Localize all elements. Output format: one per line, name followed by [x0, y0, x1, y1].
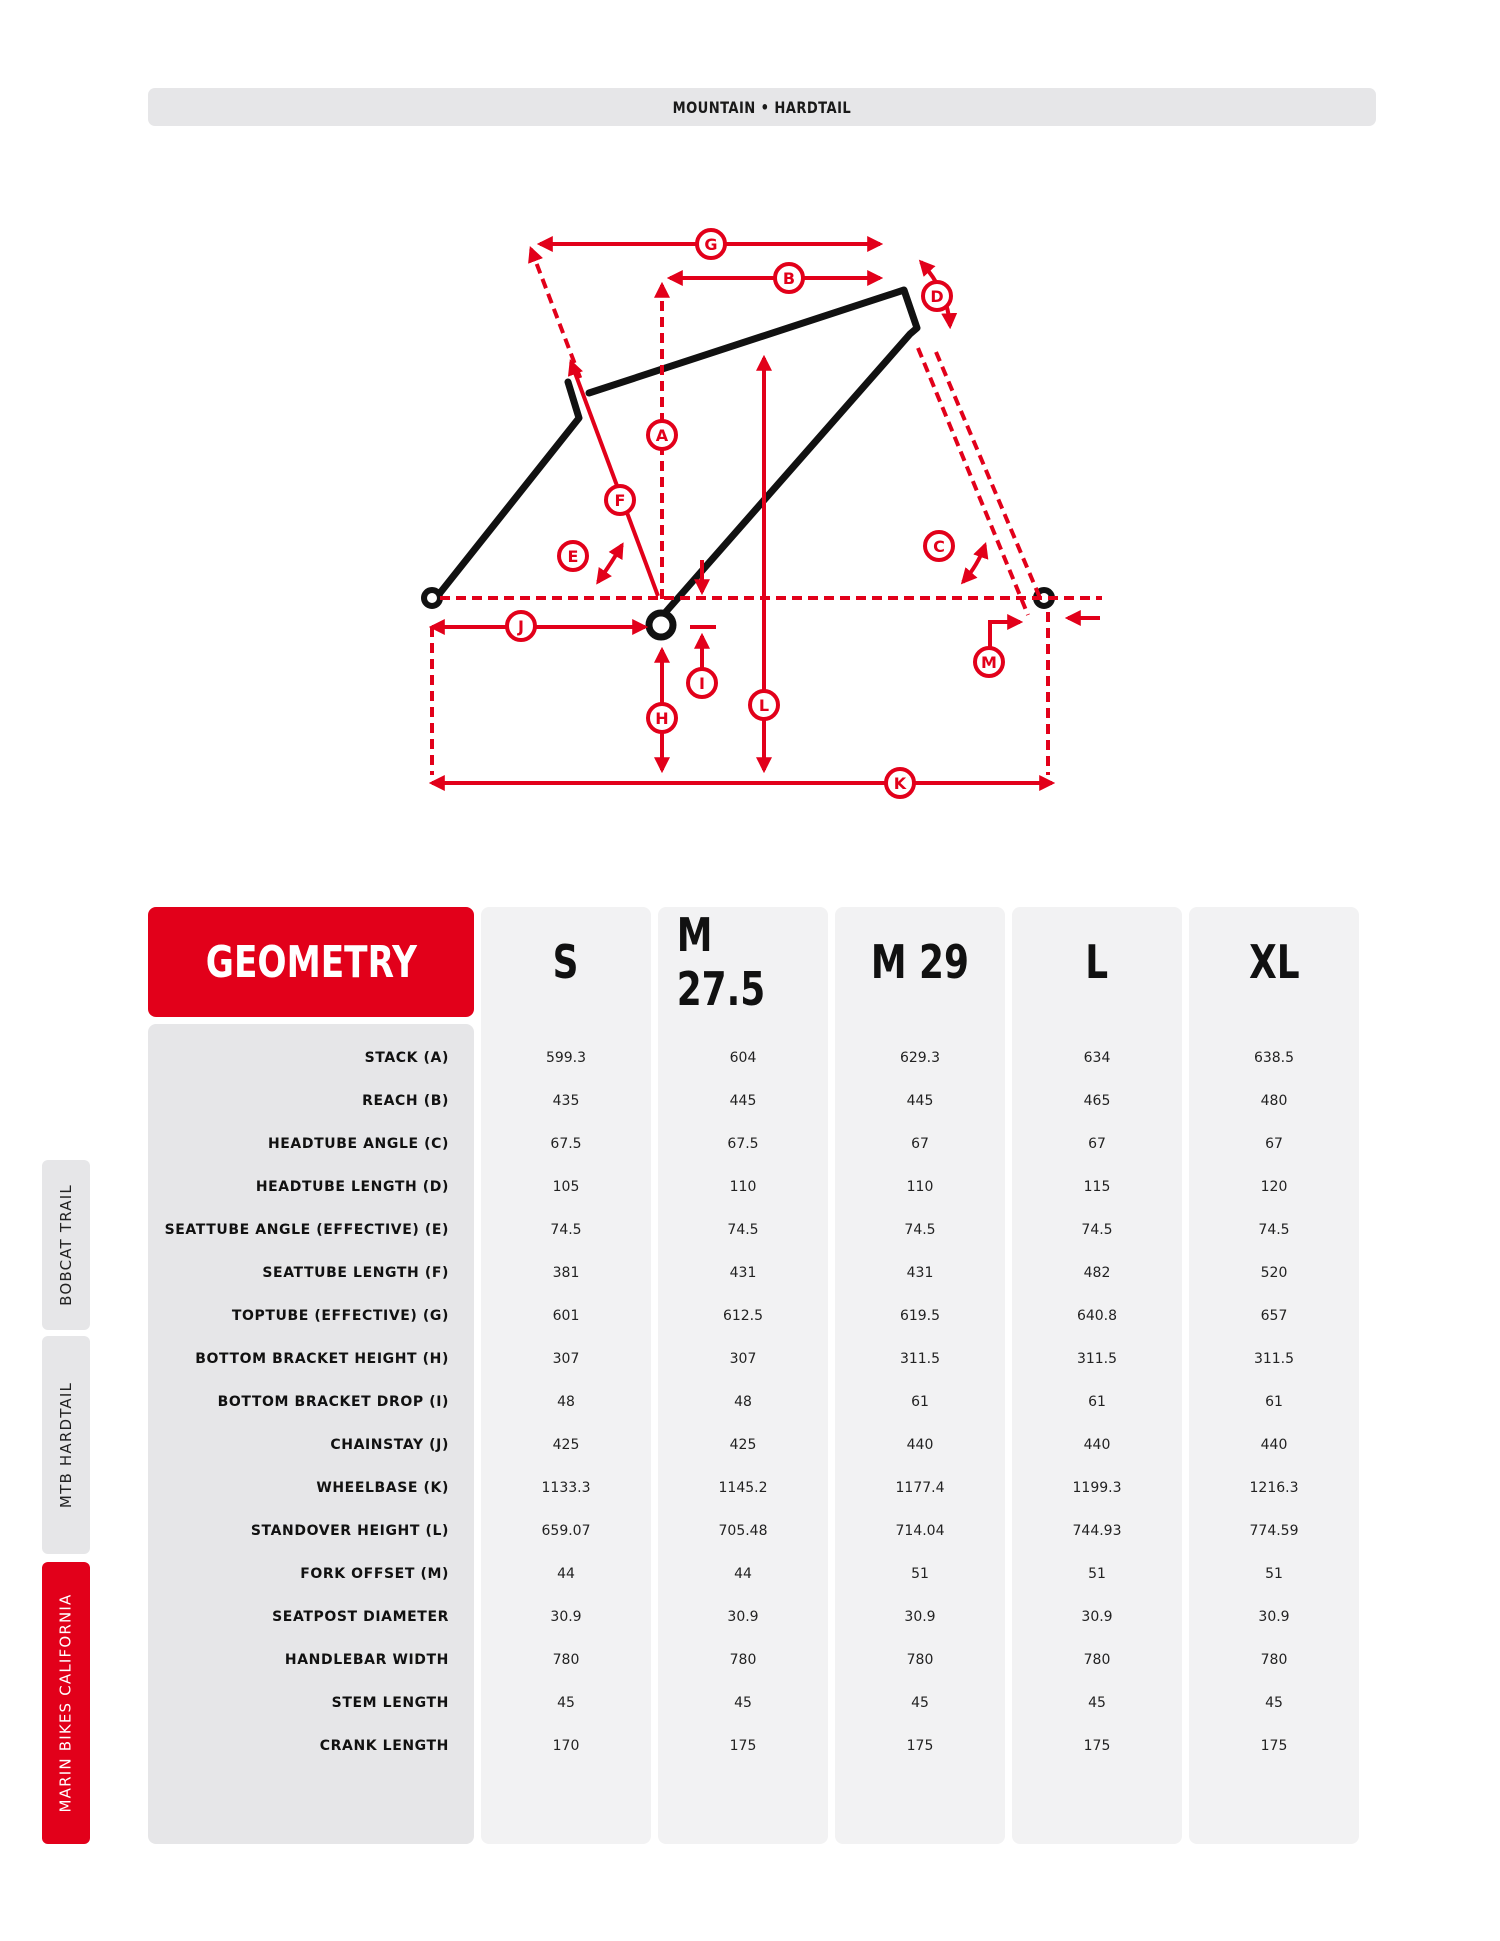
table-cell: 51	[1265, 1566, 1283, 1582]
table-cell: 780	[906, 1652, 934, 1668]
row-label: HEADTUBE LENGTH (D)	[255, 1179, 449, 1195]
bike-frame	[436, 290, 917, 614]
table-cell: 601	[552, 1308, 580, 1324]
tab-label: MARIN BIKES CALIFORNIA	[57, 1593, 76, 1813]
table-cell: 780	[1083, 1652, 1111, 1668]
dim-line-g-guide	[531, 249, 581, 380]
dim-badge-g	[697, 230, 725, 258]
dim-badge-c	[925, 532, 953, 560]
bottom-bracket-icon	[649, 613, 673, 637]
table-cell: 67.5	[550, 1136, 582, 1152]
dim-badge-b	[775, 264, 803, 292]
row-label: FORK OFFSET (M)	[300, 1566, 449, 1582]
size-header: L	[1085, 935, 1109, 989]
table-cell: 30.9	[727, 1609, 759, 1625]
tab-bobcat-trail[interactable]	[42, 1160, 90, 1330]
dim-badge-label: K	[893, 774, 907, 793]
row-label: HANDLEBAR WIDTH	[284, 1652, 449, 1668]
row-label: BOTTOM BRACKET DROP (I)	[217, 1394, 449, 1410]
table-cell: 30.9	[1258, 1609, 1290, 1625]
dim-badge-label: C	[933, 537, 945, 556]
table-cell: 714.04	[895, 1523, 945, 1539]
table-cell: 45	[557, 1695, 575, 1711]
table-cell: 51	[911, 1566, 929, 1582]
table-cell: 465	[1083, 1093, 1111, 1109]
table-cell: 780	[729, 1652, 757, 1668]
table-cell: 48	[734, 1394, 752, 1410]
table-cell: 30.9	[1081, 1609, 1113, 1625]
table-cell: 74.5	[550, 1222, 582, 1238]
table-cell: 45	[1265, 1695, 1283, 1711]
table-cell: 311.5	[1076, 1351, 1118, 1367]
table-cell: 482	[1083, 1265, 1111, 1281]
dim-badge-i	[688, 669, 716, 697]
table-cell: 30.9	[904, 1609, 936, 1625]
table-cell: 520	[1260, 1265, 1288, 1281]
table-cell: 612.5	[722, 1308, 764, 1324]
table-cell: 67	[1088, 1136, 1106, 1152]
table-cell: 440	[906, 1437, 934, 1453]
table-cell: 659.07	[541, 1523, 591, 1539]
dim-badge-label: F	[614, 491, 626, 510]
row-label: CHAINSTAY (J)	[330, 1437, 449, 1453]
table-cell: 480	[1260, 1093, 1288, 1109]
dim-badge-label: D	[930, 287, 944, 306]
row-label: STEM LENGTH	[331, 1695, 449, 1711]
row-label: STANDOVER HEIGHT (L)	[250, 1523, 449, 1539]
table-cell: 634	[1083, 1050, 1111, 1066]
table-cell: 435	[552, 1093, 580, 1109]
row-label: TOPTUBE (EFFECTIVE) (G)	[231, 1308, 449, 1324]
size-header: M 27.5	[676, 908, 766, 1016]
table-cell: 67	[1265, 1136, 1283, 1152]
dim-badge-label: I	[699, 674, 705, 693]
rear-axle-icon	[424, 590, 440, 606]
row-label: SEATTUBE ANGLE (EFFECTIVE) (E)	[164, 1222, 449, 1238]
table-cell: 640.8	[1076, 1308, 1118, 1324]
table-cell: 120	[1260, 1179, 1288, 1195]
table-cell: 307	[729, 1351, 757, 1367]
row-label: CRANK LENGTH	[319, 1738, 449, 1754]
dim-badge-k	[886, 769, 914, 797]
table-cell: 629.3	[899, 1050, 941, 1066]
size-header: S	[553, 935, 579, 989]
table-cell: 774.59	[1249, 1523, 1299, 1539]
table-cell: 1177.4	[895, 1480, 945, 1496]
table-cell: 67	[911, 1136, 929, 1152]
geometry-heading	[148, 907, 474, 1017]
dim-badge-label: L	[758, 696, 770, 715]
table-cell: 110	[906, 1179, 934, 1195]
table-cell: 445	[729, 1093, 757, 1109]
table-cell: 48	[557, 1394, 575, 1410]
table-cell: 30.9	[550, 1609, 582, 1625]
table-cell: 105	[552, 1179, 580, 1195]
table-cell: 61	[1265, 1394, 1283, 1410]
table-cell: 67.5	[727, 1136, 759, 1152]
row-label: REACH (B)	[362, 1093, 449, 1109]
frame-geometry-diagram	[400, 210, 1120, 810]
table-cell: 1199.3	[1072, 1480, 1122, 1496]
geometry-title: GEOMETRY	[205, 936, 417, 988]
table-cell: 115	[1083, 1179, 1111, 1195]
table-cell: 599.3	[545, 1050, 587, 1066]
category-title: MOUNTAIN • HARDTAIL	[672, 97, 852, 117]
dim-badge-d	[923, 282, 951, 310]
dim-badge-m	[975, 648, 1003, 676]
tab-label: MTB HARDTAIL	[57, 1381, 75, 1509]
top-down-tube	[589, 290, 917, 614]
table-cell: 61	[1088, 1394, 1106, 1410]
table-cell: 45	[734, 1695, 752, 1711]
table-cell: 44	[557, 1566, 575, 1582]
table-cell: 175	[729, 1738, 757, 1754]
table-cell: 780	[552, 1652, 580, 1668]
table-cell: 1133.3	[541, 1480, 591, 1496]
table-cell: 51	[1088, 1566, 1106, 1582]
table-cell: 604	[729, 1050, 757, 1066]
size-header: M 29	[870, 935, 970, 989]
table-cell: 74.5	[904, 1222, 936, 1238]
dim-badge-j	[507, 612, 535, 640]
table-cell: 780	[1260, 1652, 1288, 1668]
table-cell: 440	[1260, 1437, 1288, 1453]
table-cell: 445	[906, 1093, 934, 1109]
table-cell: 1216.3	[1249, 1480, 1299, 1496]
dim-badge-label: H	[655, 709, 669, 728]
dim-badge-label: B	[782, 269, 796, 288]
table-cell: 74.5	[1258, 1222, 1290, 1238]
row-label: BOTTOM BRACKET HEIGHT (H)	[195, 1351, 449, 1367]
row-label: SEATPOST DIAMETER	[272, 1609, 449, 1625]
dim-badge-label: A	[655, 426, 669, 445]
row-label: STACK (A)	[364, 1050, 449, 1066]
tab-mtb-hardtail[interactable]	[42, 1336, 90, 1554]
dim-line-c-guide2	[936, 352, 1040, 598]
table-cell: 74.5	[727, 1222, 759, 1238]
dim-badge-e	[559, 542, 587, 570]
row-label: HEADTUBE ANGLE (C)	[267, 1136, 449, 1152]
table-cell: 61	[911, 1394, 929, 1410]
dim-line-c-guide1	[918, 348, 1028, 615]
table-cell: 381	[552, 1265, 580, 1281]
dim-badge-label: E	[567, 547, 579, 566]
table-cell: 431	[906, 1265, 934, 1281]
table-cell: 175	[1083, 1738, 1111, 1754]
size-header: XL	[1248, 935, 1300, 989]
table-cell: 110	[729, 1179, 757, 1195]
table-cell: 619.5	[899, 1308, 941, 1324]
table-cell: 170	[552, 1738, 580, 1754]
table-cell: 425	[729, 1437, 757, 1453]
dim-badge-f	[606, 486, 634, 514]
dim-badge-label: M	[981, 653, 997, 672]
table-cell: 705.48	[718, 1523, 768, 1539]
table-cell: 638.5	[1253, 1050, 1295, 1066]
dim-arc-e	[598, 545, 622, 582]
row-label: SEATTUBE LENGTH (F)	[262, 1265, 449, 1281]
table-cell: 175	[1260, 1738, 1288, 1754]
table-cell: 307	[552, 1351, 580, 1367]
table-cell: 657	[1260, 1308, 1288, 1324]
table-cell: 431	[729, 1265, 757, 1281]
tab-marin-bikes-california[interactable]	[42, 1562, 90, 1844]
row-label: WHEELBASE (K)	[316, 1480, 449, 1496]
table-cell: 440	[1083, 1437, 1111, 1453]
table-cell: 425	[552, 1437, 580, 1453]
table-cell: 74.5	[1081, 1222, 1113, 1238]
category-banner	[148, 88, 1376, 126]
dim-badge-l	[750, 691, 778, 719]
seatstay-tube	[436, 382, 579, 598]
dim-badge-label: G	[704, 235, 718, 254]
dim-badge-label: J	[518, 617, 524, 636]
dim-arc-c	[963, 545, 985, 582]
table-cell: 744.93	[1072, 1523, 1122, 1539]
table-cell: 311.5	[899, 1351, 941, 1367]
table-cell: 45	[1088, 1695, 1106, 1711]
dim-badge-h	[648, 704, 676, 732]
table-cell: 44	[734, 1566, 752, 1582]
dim-badge-a	[648, 421, 676, 449]
table-cell: 311.5	[1253, 1351, 1295, 1367]
tab-label: BOBCAT TRAIL	[57, 1184, 75, 1306]
table-cell: 175	[906, 1738, 934, 1754]
table-cell: 45	[911, 1695, 929, 1711]
table-cell: 1145.2	[718, 1480, 768, 1496]
